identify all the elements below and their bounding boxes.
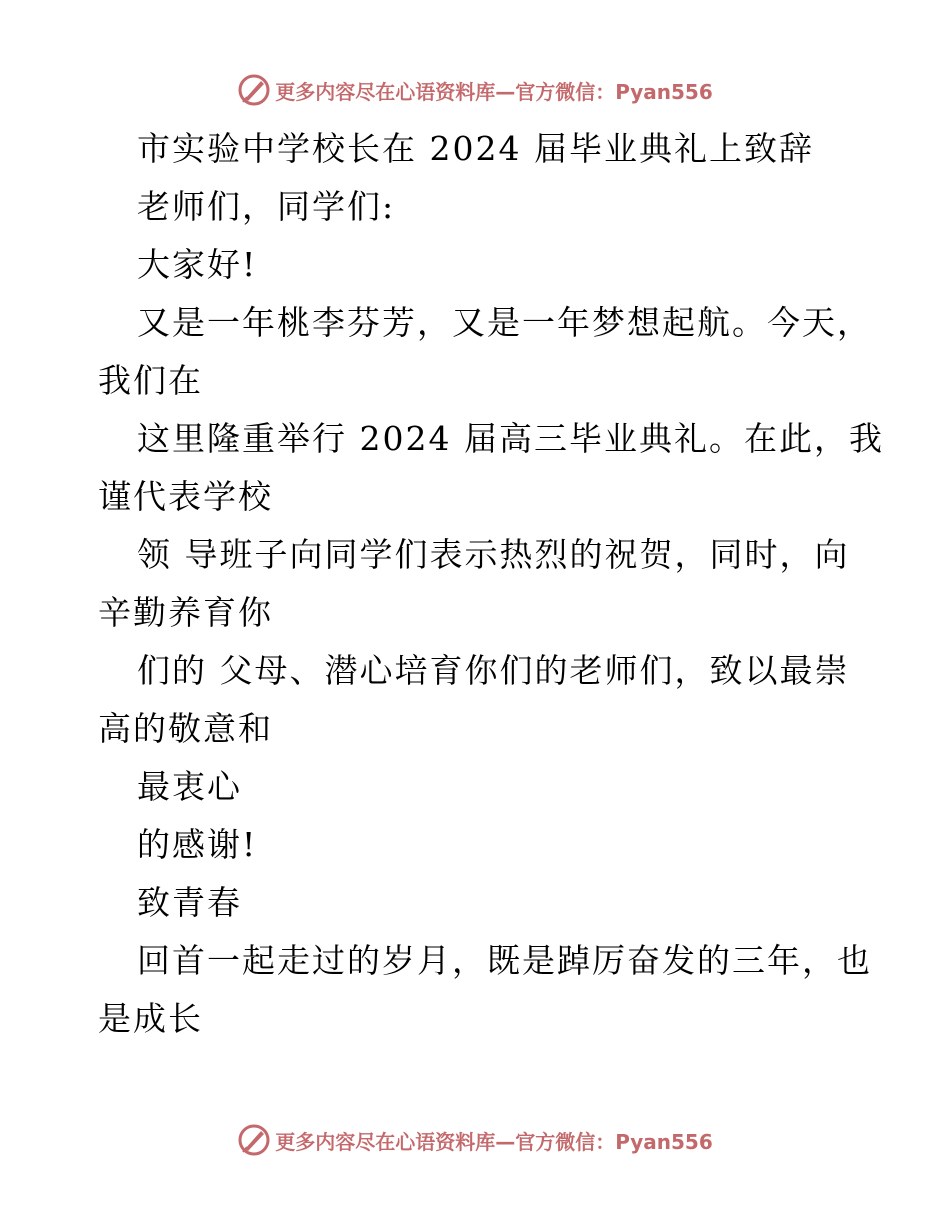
- body-line: 回首一起走过的岁月，既是踔厉奋发的三年，也: [137, 941, 872, 980]
- header-banner-text: 更多内容尽在心语资料库—官方微信：Pyan556: [275, 79, 713, 104]
- document-title: 市实验中学校长在 2024 届毕业典礼上致辞: [137, 129, 814, 168]
- body-line: 谨代表学校: [98, 477, 273, 516]
- feather-pen-logo-icon: [237, 73, 271, 107]
- body-line: 最衷心: [137, 767, 242, 806]
- feather-pen-logo-icon: [237, 1123, 271, 1157]
- footer-banner: [0, 1120, 950, 1160]
- body-line: 高的敬意和: [98, 709, 273, 748]
- body-line: 我们在: [98, 361, 203, 400]
- footer-banner-text: 更多内容尽在心语资料库—官方微信：Pyan556: [275, 1129, 713, 1154]
- body-line: 又是一年桃李芬芳，又是一年梦想起航。今天，: [137, 303, 872, 342]
- header-banner: [0, 70, 950, 110]
- body-line: 辛勤养育你: [98, 593, 273, 632]
- body-line: 们的 父母、潜心培育你们的老师们，致以最崇: [137, 651, 850, 690]
- body-line: 领 导班子向同学们表示热烈的祝贺，同时，向: [137, 535, 850, 574]
- body-line: 的感谢!: [137, 825, 258, 864]
- salutation: 老师们，同学们:: [137, 187, 396, 226]
- body-line: 这里隆重举行 2024 届高三毕业典礼。在此，我: [137, 419, 884, 458]
- body-line: 是成长: [98, 999, 203, 1038]
- greeting: 大家好!: [137, 245, 258, 284]
- section-heading: 致青春: [137, 883, 242, 922]
